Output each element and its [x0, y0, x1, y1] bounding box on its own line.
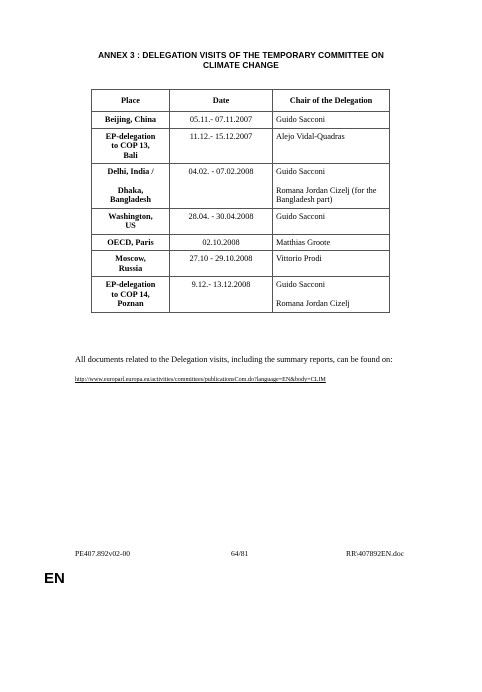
- cell-chair-line: Guido Sacconi: [276, 211, 326, 221]
- cell-date: 9.12.- 13.12.2008: [170, 277, 273, 313]
- language-code: EN: [44, 570, 65, 587]
- cell-date: 11.12.- 15.12.2007: [170, 128, 273, 164]
- cell-place-line: Beijing, China: [104, 115, 157, 124]
- column-header-chair: Chair of the Delegation: [273, 90, 390, 112]
- cell-place-line: [95, 177, 166, 186]
- cell-chair-line: Guido Sacconi: [276, 115, 326, 124]
- cell-chair-line: Matthias Groote: [276, 237, 331, 247]
- documents-note: All documents related to the Delegation visits, including the summary reports, can be found on:: [75, 355, 393, 364]
- cell-place: [92, 112, 170, 129]
- column-header-place: Place: [92, 90, 170, 112]
- table-row: [92, 112, 390, 129]
- cell-date: 04.02. - 07.02.2008: [170, 164, 273, 209]
- cell-place-line: Washington,: [108, 211, 153, 221]
- annex-title: [80, 50, 402, 70]
- cell-place: [92, 234, 170, 251]
- cell-place-line: EP-delegation: [105, 131, 156, 141]
- column-header-date: Date: [170, 90, 273, 112]
- table-row: [92, 208, 390, 234]
- table-row: [92, 128, 390, 164]
- cell-chair: [273, 112, 390, 129]
- cell-place-line: Moscow,: [115, 254, 146, 263]
- table-row: [92, 277, 390, 313]
- cell-chair: [273, 128, 390, 164]
- cell-date: 02.10.2008: [170, 234, 273, 251]
- table-row: [92, 234, 390, 251]
- cell-place-line: to COP 14,: [111, 289, 150, 299]
- delegation-visits-table: [91, 89, 390, 313]
- cell-chair-line: Guido Sacconi: [276, 280, 326, 289]
- cell-place-line: Dhaka,: [117, 185, 144, 195]
- cell-place-line: OECD, Paris: [107, 237, 154, 247]
- cell-chair-line: Bangladesh part): [276, 195, 333, 204]
- footer-page-number: 64/81: [231, 549, 249, 558]
- cell-chair: [273, 234, 390, 251]
- cell-place: [92, 208, 170, 234]
- table-header-row: [92, 90, 390, 112]
- footer-document-reference: PE407.892v02-00: [75, 549, 131, 558]
- cell-place-line: Delhi, India /: [107, 167, 154, 176]
- table-row: [92, 164, 390, 209]
- cell-chair-line: Romana Jordan Cizelj (for the: [276, 185, 377, 195]
- cell-chair: [273, 164, 390, 209]
- cell-chair-line: Vittorio Prodi: [276, 254, 322, 263]
- cell-place-line: Poznan: [117, 299, 144, 308]
- cell-place: [92, 164, 170, 209]
- cell-place: [92, 277, 170, 313]
- cell-place: [92, 128, 170, 164]
- cell-place-line: Bali: [123, 150, 138, 160]
- cell-chair-line: Romana Jordan Cizelj: [276, 298, 350, 308]
- committee-documents-link[interactable]: http://www.europarl.europa.eu/activities/committees/publicationsCom.do?language=EN&body=CLIM: [75, 377, 326, 383]
- annex-title-line-2: CLIMATE CHANGE: [203, 60, 279, 70]
- cell-place-line: EP-delegation: [105, 280, 156, 289]
- table-row: [92, 251, 390, 277]
- cell-chair: [273, 277, 390, 313]
- cell-chair-line: Guido Sacconi: [276, 167, 326, 176]
- cell-place-line: to COP 13,: [111, 141, 150, 150]
- cell-place-line: US: [125, 221, 136, 230]
- footer-report-reference: RR\407892EN.doc: [346, 549, 405, 558]
- table-body: [92, 112, 390, 313]
- cell-chair-line: [276, 290, 386, 299]
- cell-place-line: Bangladesh: [109, 195, 152, 204]
- cell-chair-line: Alejo Vidal-Quadras: [276, 131, 345, 141]
- cell-chair-line: [276, 177, 386, 186]
- cell-date: 27.10 - 29.10.2008: [170, 251, 273, 277]
- cell-date: 05.11.- 07.11.2007: [170, 112, 273, 129]
- cell-place: [92, 251, 170, 277]
- cell-place-line: Russia: [118, 263, 143, 273]
- cell-date: 28.04. - 30.04.2008: [170, 208, 273, 234]
- annex-title-line-1: ANNEX 3 : DELEGATION VISITS OF THE TEMPORARY COMMITTEE ON: [98, 50, 384, 60]
- cell-chair: [273, 251, 390, 277]
- cell-chair: [273, 208, 390, 234]
